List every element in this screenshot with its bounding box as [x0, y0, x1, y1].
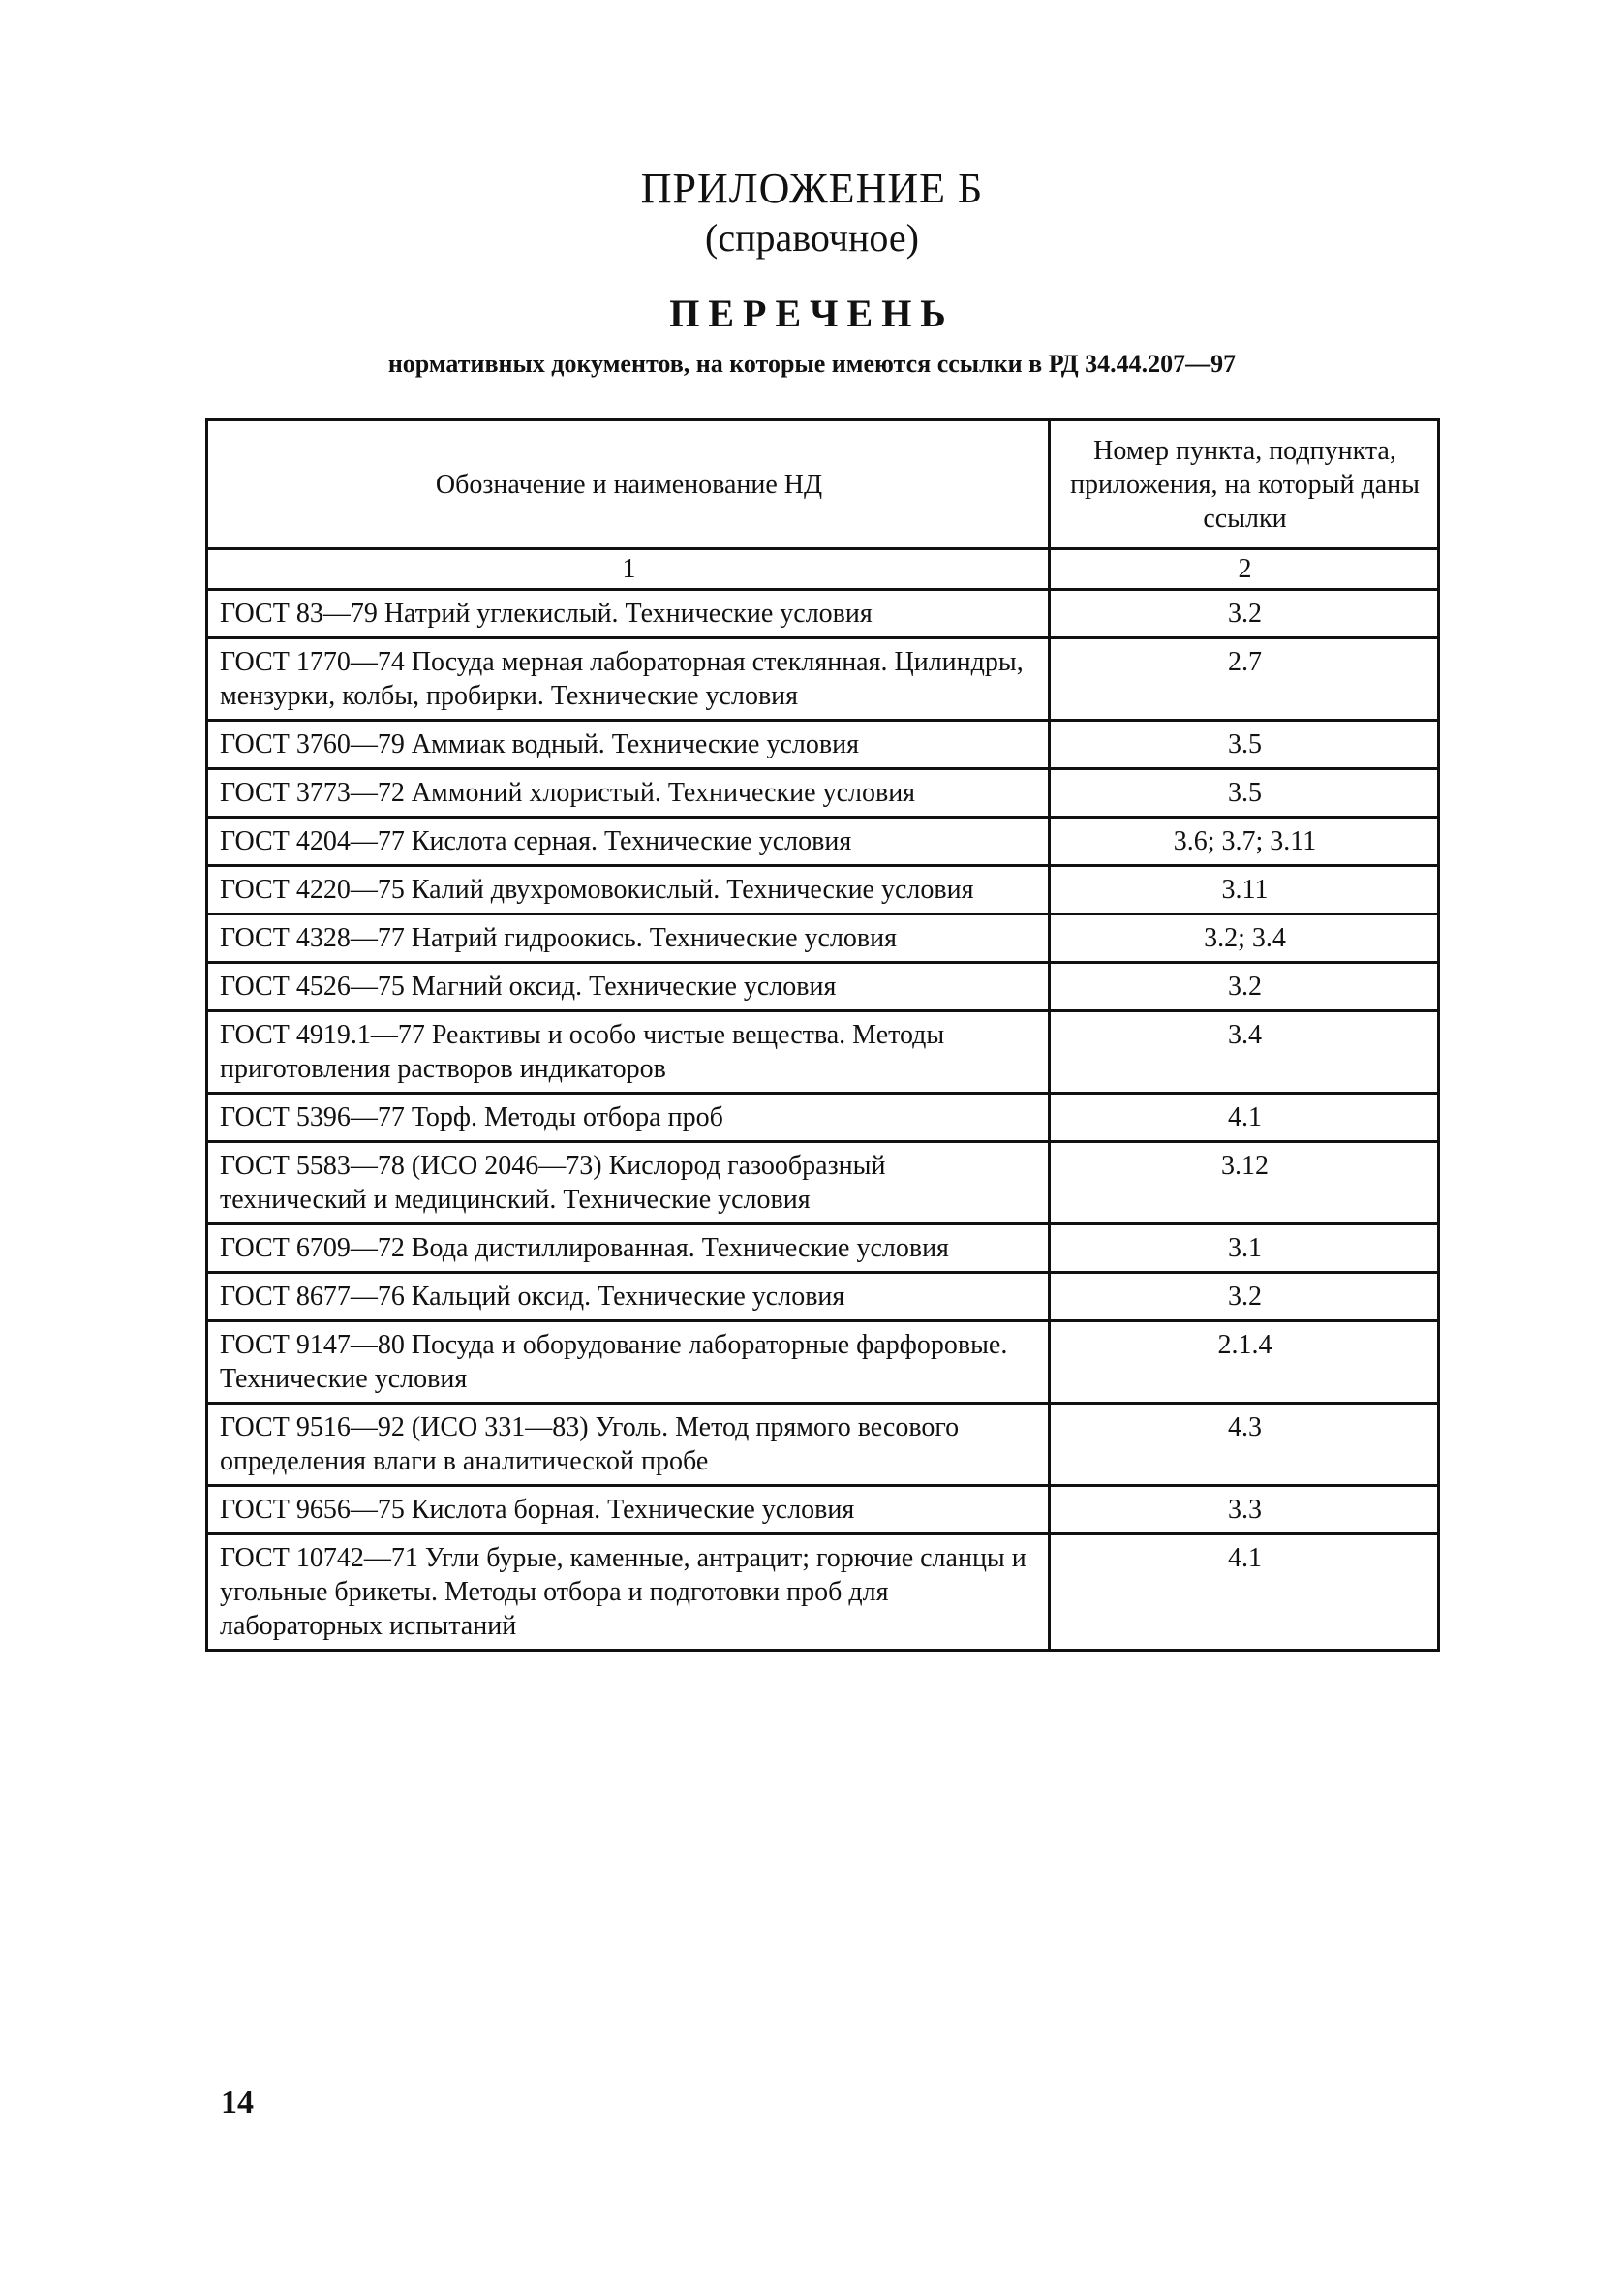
table-row	[207, 1224, 1439, 1273]
table-row	[207, 590, 1439, 638]
reference-clause-cell: 3.12	[1050, 1142, 1439, 1224]
document-designation-cell: ГОСТ 9656—75 Кислота борная. Технические условия	[207, 1486, 1050, 1534]
document-designation-cell: ГОСТ 4919.1—77 Реактивы и особо чистые вещества. Методы приготовления растворов индикаторов	[207, 1011, 1050, 1094]
col-number-2: 2	[1050, 549, 1439, 590]
reference-clause-cell: 4.1	[1050, 1534, 1439, 1651]
col-header-designation: Обозначение и наименование НД	[207, 420, 1050, 549]
table-row	[207, 1094, 1439, 1142]
document-designation-cell: ГОСТ 4220—75 Калий двухромовокислый. Технические условия	[207, 866, 1050, 914]
col-number-1: 1	[207, 549, 1050, 590]
table-row	[207, 638, 1439, 721]
document-designation-cell: ГОСТ 8677—76 Кальций оксид. Технические условия	[207, 1273, 1050, 1321]
table-row	[207, 1273, 1439, 1321]
table-row	[207, 1534, 1439, 1651]
document-designation-cell: ГОСТ 9516—92 (ИСО 331—83) Уголь. Метод прямого весового определения влаги в аналитической пробе	[207, 1404, 1050, 1486]
reference-clause-cell: 3.2; 3.4	[1050, 914, 1439, 963]
table-body	[207, 590, 1439, 1651]
table-row	[207, 1142, 1439, 1224]
appendix-type: (справочное)	[705, 216, 919, 260]
document-designation-cell: ГОСТ 83—79 Натрий углекислый. Технические условия	[207, 590, 1050, 638]
reference-clause-cell: 3.3	[1050, 1486, 1439, 1534]
column-number-row	[207, 549, 1439, 590]
col-header-reference: Номер пункта, подпункта, приложения, на который даны ссылки	[1050, 420, 1439, 549]
reference-clause-cell: 3.4	[1050, 1011, 1439, 1094]
list-subtitle: нормативных документов, на которые имеются ссылки в РД 34.44.207—97	[387, 350, 1237, 378]
reference-clause-cell: 3.11	[1050, 866, 1439, 914]
table-row	[207, 769, 1439, 818]
document-designation-cell: ГОСТ 5396—77 Торф. Методы отбора проб	[207, 1094, 1050, 1142]
table-row	[207, 1011, 1439, 1094]
table-row	[207, 866, 1439, 914]
document-designation-cell: ГОСТ 1770—74 Посуда мерная лабораторная стеклянная. Цилиндры, мензурки, колбы, пробирки. Технические условия	[207, 638, 1050, 721]
references-table	[205, 418, 1440, 1652]
reference-clause-cell: 3.1	[1050, 1224, 1439, 1273]
table-row	[207, 963, 1439, 1011]
document-designation-cell: ГОСТ 3760—79 Аммиак водный. Технические условия	[207, 721, 1050, 769]
reference-clause-cell: 3.6; 3.7; 3.11	[1050, 818, 1439, 866]
page-number: 14	[221, 2085, 254, 2120]
reference-clause-cell: 3.2	[1050, 1273, 1439, 1321]
document-designation-cell: ГОСТ 3773—72 Аммоний хлористый. Технические условия	[207, 769, 1050, 818]
document-designation-cell: ГОСТ 4204—77 Кислота серная. Технические условия	[207, 818, 1050, 866]
document-designation-cell: ГОСТ 10742—71 Угли бурые, каменные, антрацит; горючие сланцы и угольные брикеты. Методы отбора и подготовки проб для лабораторных испытаний	[207, 1534, 1050, 1651]
document-designation-cell: ГОСТ 4328—77 Натрий гидроокись. Технические условия	[207, 914, 1050, 963]
table-row	[207, 721, 1439, 769]
appendix-title: ПРИЛОЖЕНИЕ Б	[640, 165, 984, 212]
document-designation-cell: ГОСТ 6709—72 Вода дистиллированная. Технические условия	[207, 1224, 1050, 1273]
table-row	[207, 818, 1439, 866]
table-row	[207, 1321, 1439, 1404]
document-designation-cell: ГОСТ 4526—75 Магний оксид. Технические условия	[207, 963, 1050, 1011]
list-title: ПЕРЕЧЕНЬ	[669, 292, 955, 335]
reference-clause-cell: 3.2	[1050, 590, 1439, 638]
reference-clause-cell: 4.3	[1050, 1404, 1439, 1486]
reference-clause-cell: 2.1.4	[1050, 1321, 1439, 1404]
table-row	[207, 1404, 1439, 1486]
reference-clause-cell: 2.7	[1050, 638, 1439, 721]
document-designation-cell: ГОСТ 9147—80 Посуда и оборудование лабораторные фарфоровые. Технические условия	[207, 1321, 1050, 1404]
table-row	[207, 1486, 1439, 1534]
reference-clause-cell: 3.5	[1050, 721, 1439, 769]
table-header-row	[207, 420, 1439, 549]
reference-clause-cell: 3.2	[1050, 963, 1439, 1011]
table-row	[207, 914, 1439, 963]
document-designation-cell: ГОСТ 5583—78 (ИСО 2046—73) Кислород газообразный технический и медицинский. Технические условия	[207, 1142, 1050, 1224]
reference-clause-cell: 3.5	[1050, 769, 1439, 818]
reference-clause-cell: 4.1	[1050, 1094, 1439, 1142]
